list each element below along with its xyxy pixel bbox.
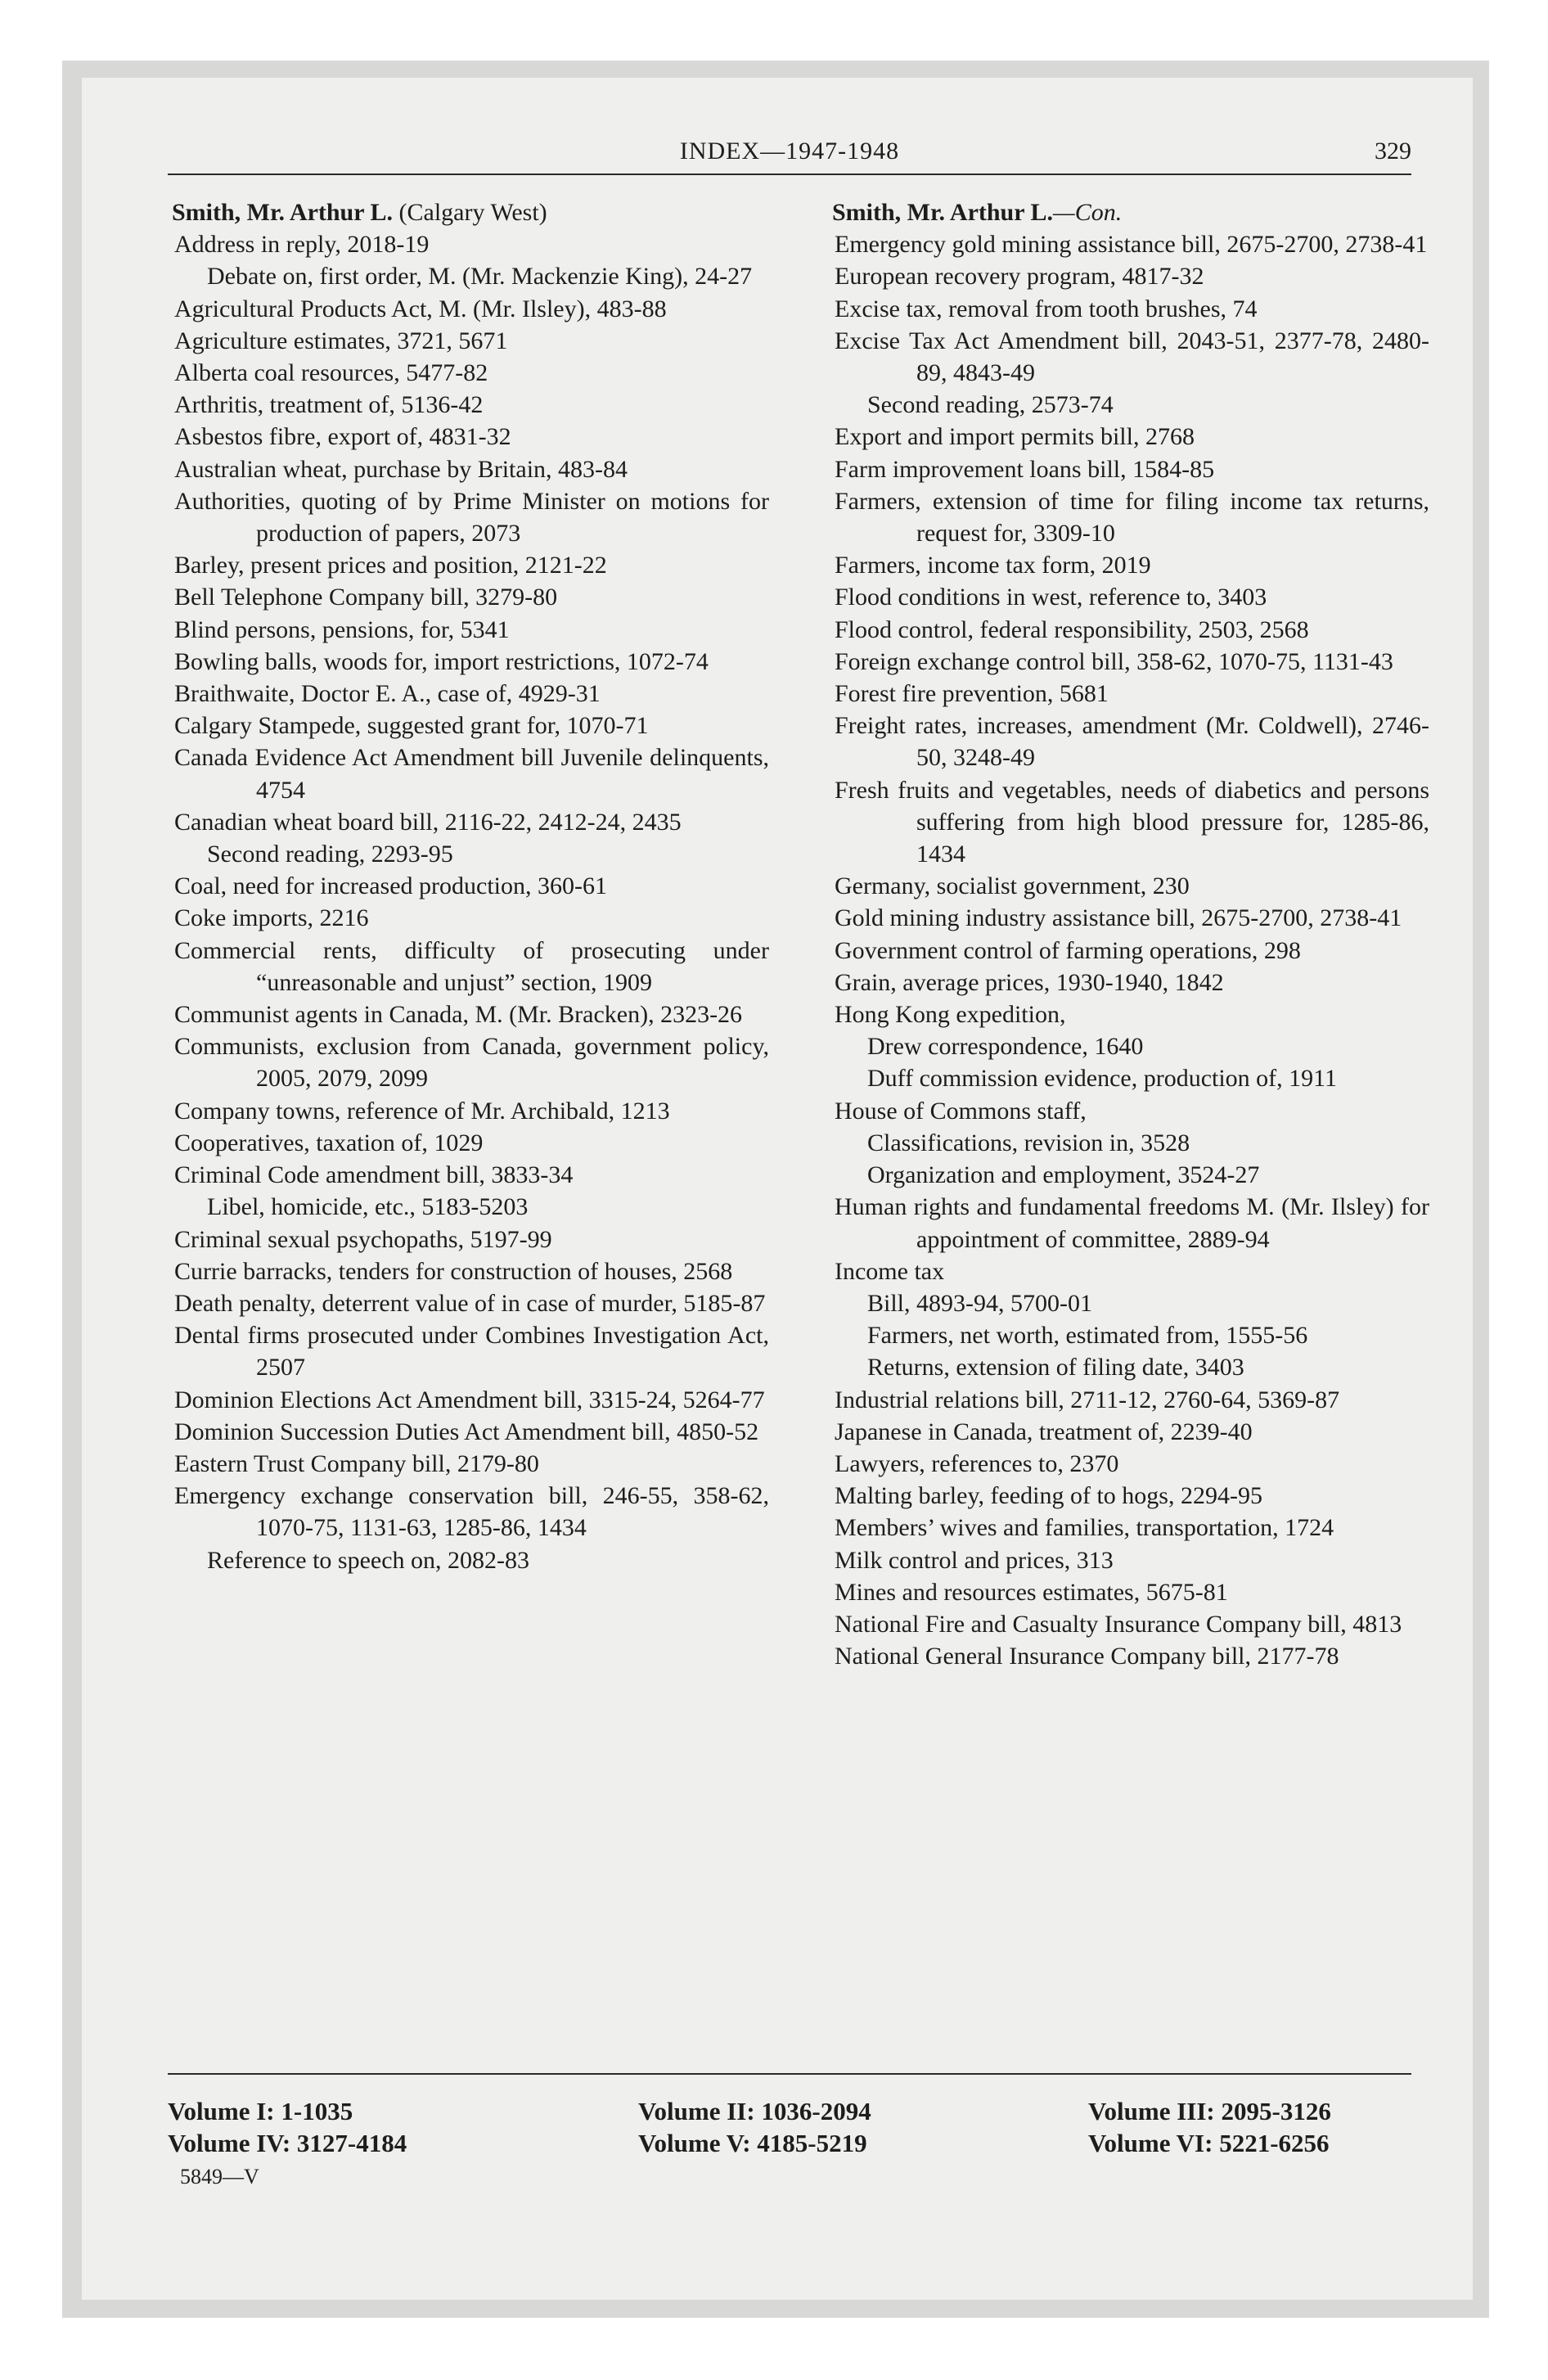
index-entry: Address in reply, 2018-19 — [174, 231, 430, 259]
index-entry: Export and import permits bill, 2768 — [835, 423, 1195, 451]
page-header — [168, 137, 1411, 174]
index-entry: Communists, exclusion from Canada, government policy, 2005, 2079, 2099 — [174, 1033, 769, 1093]
index-entry: Alberta coal resources, 5477-82 — [174, 359, 488, 387]
index-entry: Cooperatives, taxation of, 1029 — [174, 1129, 484, 1156]
index-entry: Arthritis, treatment of, 5136-42 — [174, 391, 484, 419]
index-entry: Farmers, extension of time for filing income tax returns, request for, 3309-10 — [835, 487, 1429, 548]
column-heading — [832, 196, 1429, 228]
index-entry: Company towns, reference of Mr. Archibald, 1213 — [174, 1097, 670, 1125]
volume-label: Volume I: 1-1035 — [168, 2097, 353, 2125]
index-entry: Authorities, quoting of by Prime Minister on motions for production of papers, 2073 — [174, 487, 769, 548]
index-entry: Eastern Trust Company bill, 2179-80 — [174, 1449, 539, 1477]
index-entry: Government control of farming operations, 298 — [835, 936, 1301, 964]
index-subentry: Organization and employment, 3524-27 — [867, 1161, 1260, 1189]
index-entry: Milk control and prices, 313 — [835, 1546, 1114, 1574]
index-subentry: Farmers, net worth, estimated from, 1555-56 — [867, 1322, 1308, 1350]
index-subentry: Second reading, 2573-74 — [867, 391, 1114, 419]
index-entry: Bowling balls, woods for, import restrictions, 1072-74 — [174, 647, 709, 675]
index-entry: Dominion Elections Act Amendment bill, 3315-24, 5264-77 — [174, 1386, 765, 1413]
column-heading — [172, 196, 769, 228]
index-entry: Malting barley, feeding of to hogs, 2294-95 — [835, 1482, 1262, 1510]
index-entry: Gold mining industry assistance bill, 2675-2700, 2738-41 — [835, 904, 1402, 932]
volume-label: Volume VI: 5221-6256 — [1088, 2129, 1330, 2157]
index-entry: Japanese in Canada, treatment of, 2239-40 — [835, 1418, 1253, 1445]
index-entry: Calgary Stampede, suggested grant for, 1070-71 — [174, 712, 649, 740]
index-entry: Australian wheat, purchase by Britain, 483-84 — [174, 455, 628, 483]
index-entry: Asbestos fibre, export of, 4831-32 — [174, 423, 511, 451]
index-entry: Lawyers, references to, 2370 — [835, 1449, 1119, 1477]
index-entry: Farmers, income tax form, 2019 — [835, 552, 1151, 579]
printer-signature: 5849—V — [180, 2165, 259, 2188]
index-entry: Coke imports, 2216 — [174, 904, 369, 932]
left-column — [172, 196, 769, 1576]
index-entry: Death penalty, deterrent value of in case of murder, 5185-87 — [174, 1289, 766, 1317]
index-entry: Dental firms prosecuted under Combines Investigation Act, 2507 — [174, 1322, 769, 1382]
volume-label: Volume V: 4185-5219 — [638, 2129, 867, 2157]
index-entry: Flood control, federal responsibility, 2503, 2568 — [835, 615, 1309, 643]
index-entry: National Fire and Casualty Insurance Company bill, 4813 — [835, 1610, 1402, 1638]
index-entry: Foreign exchange control bill, 358-62, 1070-75, 1131-43 — [835, 647, 1393, 675]
index-entry: National General Insurance Company bill, 2177-78 — [835, 1643, 1339, 1670]
index-entry: Commercial rents, difficulty of prosecuting under “unreasonable and unjust” section, 1909 — [174, 936, 769, 996]
index-entry: Blind persons, pensions, for, 5341 — [174, 615, 510, 643]
index-entry: Emergency exchange conservation bill, 246-55, 358-62, 1070-75, 1131-63, 1285-86, 1434 — [174, 1482, 769, 1542]
index-entry: Braithwaite, Doctor E. A., case of, 4929-31 — [174, 680, 601, 708]
heading-constituency: (Calgary West) — [393, 199, 547, 226]
index-entry: Coal, need for increased production, 360-61 — [174, 872, 607, 900]
index-entry: Communist agents in Canada, M. (Mr. Bracken), 2323-26 — [174, 1001, 743, 1029]
index-entry: Fresh fruits and vegetables, needs of diabetics and persons suffering from high blood pressure for, 1285-86, 1434 — [835, 776, 1429, 868]
index-entry: European recovery program, 4817-32 — [835, 263, 1204, 291]
index-entry: Emergency gold mining assistance bill, 2675-2700, 2738-41 — [835, 231, 1428, 259]
index-subentry: Drew correspondence, 1640 — [867, 1033, 1144, 1061]
index-subentry: Debate on, first order, M. (Mr. Mackenzie King), 24-27 — [207, 263, 753, 291]
heading-name: Smith, Mr. Arthur L. — [172, 199, 394, 226]
index-entry: Income tax — [835, 1257, 945, 1285]
index-entry: Barley, present prices and position, 2121-22 — [174, 552, 607, 579]
index-entry: Excise tax, removal from tooth brushes, 74 — [835, 295, 1258, 322]
index-subentry: Libel, homicide, etc., 5183-5203 — [207, 1193, 529, 1221]
index-entry: Human rights and fundamental freedoms M. (Mr. Ilsley) for appointment of committee, 2889-94 — [835, 1193, 1429, 1253]
right-column — [832, 196, 1429, 1672]
index-subentry: Duff commission evidence, production of, 1911 — [867, 1065, 1338, 1093]
index-entry: Flood conditions in west, reference to, 3403 — [835, 584, 1267, 611]
index-entry: Grain, average prices, 1930-1940, 1842 — [835, 968, 1224, 996]
index-subentry: Returns, extension of filing date, 3403 — [867, 1354, 1244, 1382]
index-entry: Currie barracks, tenders for construction of houses, 2568 — [174, 1257, 733, 1285]
index-subentry: Second reading, 2293-95 — [207, 841, 453, 868]
index-entry: Members’ wives and families, transportation, 1724 — [835, 1514, 1334, 1542]
index-entry: Germany, socialist government, 230 — [835, 872, 1190, 900]
index-entry: Farm improvement loans bill, 1584-85 — [835, 455, 1215, 483]
index-entry: Excise Tax Act Amendment bill, 2043-51, 2377-78, 2480-89, 4843-49 — [835, 327, 1429, 387]
index-entry: House of Commons staff, — [835, 1097, 1087, 1125]
index-entry: Canadian wheat board bill, 2116-22, 2412-24, 2435 — [174, 808, 682, 836]
index-subentry: Bill, 4893-94, 5700-01 — [867, 1289, 1092, 1317]
volume-label: Volume II: 1036-2094 — [638, 2097, 871, 2125]
index-entry: Mines and resources estimates, 5675-81 — [835, 1578, 1228, 1606]
heading-name: Smith, Mr. Arthur L. — [832, 199, 1054, 226]
index-entry: Canada Evidence Act Amendment bill Juvenile delinquents, 4754 — [174, 744, 769, 804]
index-entry: Forest fire prevention, 5681 — [835, 680, 1109, 708]
header-rule — [168, 174, 1411, 175]
index-entry: Industrial relations bill, 2711-12, 2760-64, 5369-87 — [835, 1386, 1340, 1413]
volume-label: Volume IV: 3127-4184 — [168, 2129, 407, 2157]
page-number: 329 — [1375, 137, 1411, 165]
index-entry: Agriculture estimates, 3721, 5671 — [174, 327, 508, 354]
index-entry: Freight rates, increases, amendment (Mr. Coldwell), 2746-50, 3248-49 — [835, 712, 1429, 772]
index-subentry: Classifications, revision in, 3528 — [867, 1129, 1190, 1156]
index-entry: Criminal sexual psychopaths, 5197-99 — [174, 1225, 552, 1253]
volume-label: Volume III: 2095-3126 — [1088, 2097, 1331, 2125]
index-entry: Hong Kong expedition, — [835, 1001, 1066, 1029]
index-entry: Dominion Succession Duties Act Amendment bill, 4850-52 — [174, 1418, 759, 1445]
index-subentry: Reference to speech on, 2082-83 — [207, 1546, 530, 1574]
index-entry: Criminal Code amendment bill, 3833-34 — [174, 1161, 574, 1189]
footer-rule — [168, 2073, 1411, 2075]
page-title: INDEX—1947-1948 — [679, 137, 900, 165]
index-entry: Agricultural Products Act, M. (Mr. Ilsley), 483-88 — [174, 295, 667, 322]
heading-continued: —Con. — [1053, 199, 1123, 226]
index-entry: Bell Telephone Company bill, 3279-80 — [174, 584, 558, 611]
